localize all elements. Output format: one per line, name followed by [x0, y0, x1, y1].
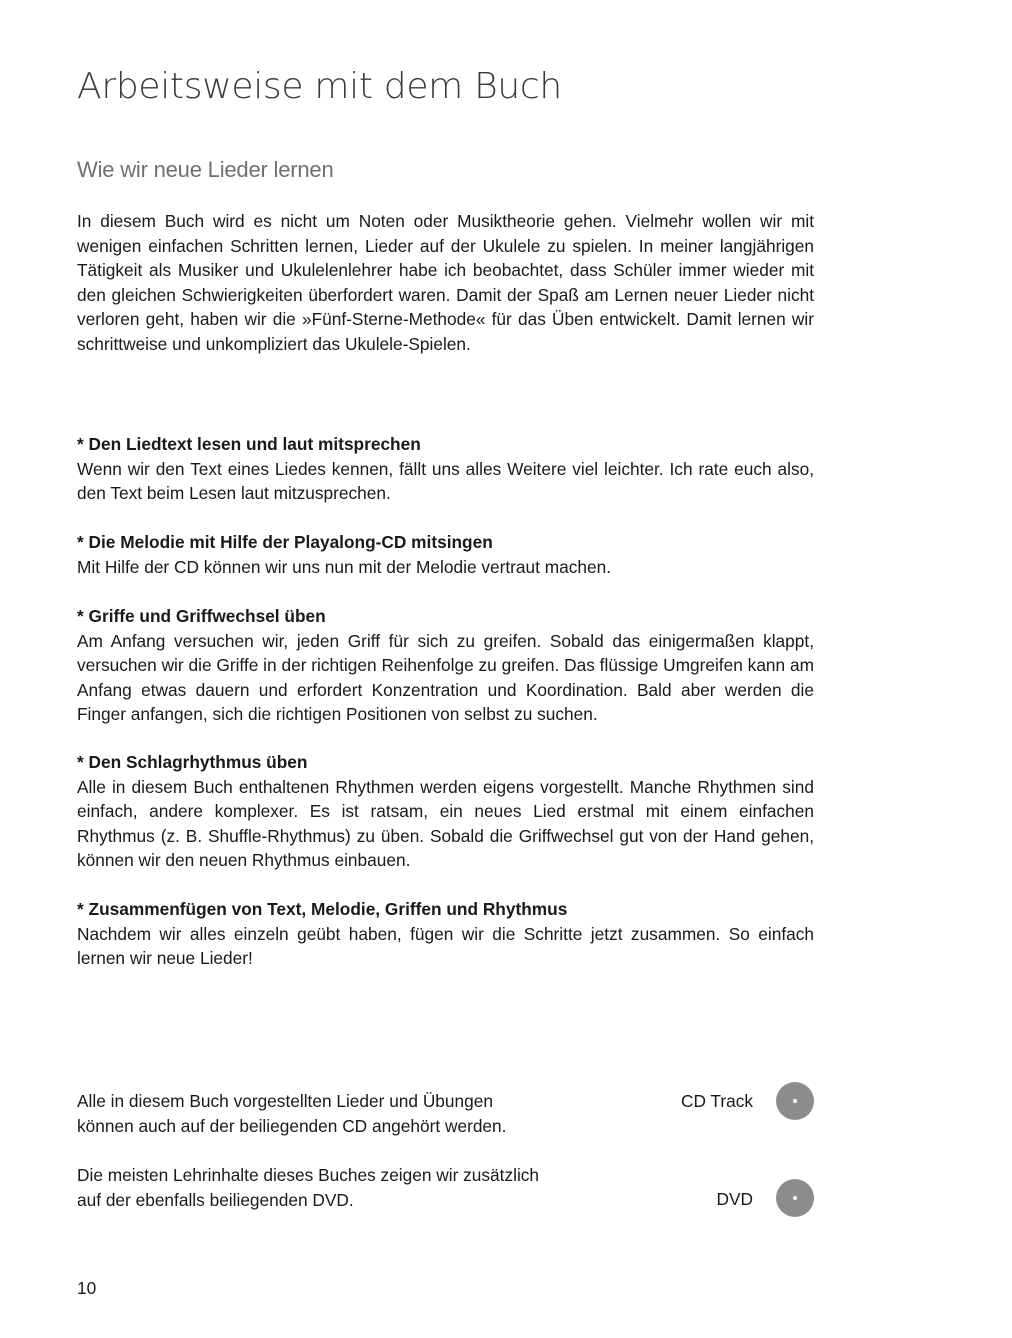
step-3	[77, 604, 814, 727]
step-text: Nachdem wir alles einzeln geübt haben, fügen wir die Schritte jetzt zusammen. So einfach lernen wir neue Lieder!	[77, 923, 814, 968]
step-text: Am Anfang versuchen wir, jeden Griff für sich zu greifen. Sobald das einigermaßen klappt, versuchen wir die Griffe in der richtigen Reihenfolge zu greifen. Das flüssige Umgreifen kann am Anfang etwas dauern und erfordert Konzentration und Koordination. Bald aber werden die Finger anfangen, sich die richtigen Positionen von selbst zu suchen.	[77, 630, 814, 724]
step-heading: * Zusammenfügen von Text, Melodie, Griffen und Rhythmus	[77, 899, 568, 919]
section-subtitle: Wie wir neue Lieder lernen	[77, 157, 334, 182]
step-heading: * Griffe und Griffwechsel üben	[77, 606, 326, 626]
page-number: 10	[77, 1278, 97, 1298]
step-heading: * Den Schlagrhythmus üben	[77, 752, 308, 772]
intro-paragraph: In diesem Buch wird es nicht um Noten oder Musiktheorie gehen. Vielmehr wollen wir mit wenigen einfachen Schritten lernen, Lieder auf der Ukulele zu spielen. In meiner langjährigen Tätigkeit als Musiker und Ukulelenlehrer habe ich beobachtet, dass Schüler immer wieder mit den gleichen Schwierigkeiten überfordert waren. Damit der Spaß am Lernen neuer Lieder nicht verloren geht, haben wir die »Fünf-Sterne-Methode« für das Üben entwickelt. Damit lernen wir schrittweise und unkompliziert das Ukulele-Spielen.	[77, 211, 814, 354]
page-title: Arbeitsweise mit dem Buch	[77, 66, 562, 107]
step-2	[77, 530, 814, 579]
step-heading: * Die Melodie mit Hilfe der Playalong-CD mitsingen	[77, 532, 493, 552]
dvd-label: DVD	[716, 1189, 753, 1209]
cd-track-label: CD Track	[680, 1091, 753, 1111]
step-5	[77, 897, 814, 971]
step-text: Mit Hilfe der CD können wir uns nun mit der Melodie vertraut machen.	[77, 556, 612, 577]
cd-note: Alle in diesem Buch vorgestellten Lieder und Übungen können auch auf der beiliegenden CD angehört werden.	[77, 1091, 507, 1136]
step-heading: * Den Liedtext lesen und laut mitsprechen	[77, 434, 421, 454]
step-text: Wenn wir den Text eines Liedes kennen, fällt uns alles Weitere viel leichter. Ich rate euch also, den Text beim Lesen laut mitzusprechen.	[77, 458, 814, 503]
dvd-note: Die meisten Lehrinhalte dieses Buches zeigen wir zusätzlich auf der ebenfalls beiliegenden DVD.	[77, 1165, 540, 1210]
dvd-disc-icon	[776, 1179, 814, 1217]
step-4	[77, 750, 814, 873]
step-text: Alle in diesem Buch enthaltenen Rhythmen werden eigens vorgestellt. Manche Rhythmen sind einfach, andere komplexer. Es ist ratsam, ein neues Lied erstmal mit einem einfachen Rhythmus (z. B. Shuffle-Rhythmus) zu üben. Sobald die Griffwechsel gut von der Hand gehen, können wir den neuen Rhythmus einbauen.	[77, 776, 814, 870]
cd-disc-icon	[776, 1082, 814, 1120]
step-1	[77, 432, 814, 506]
